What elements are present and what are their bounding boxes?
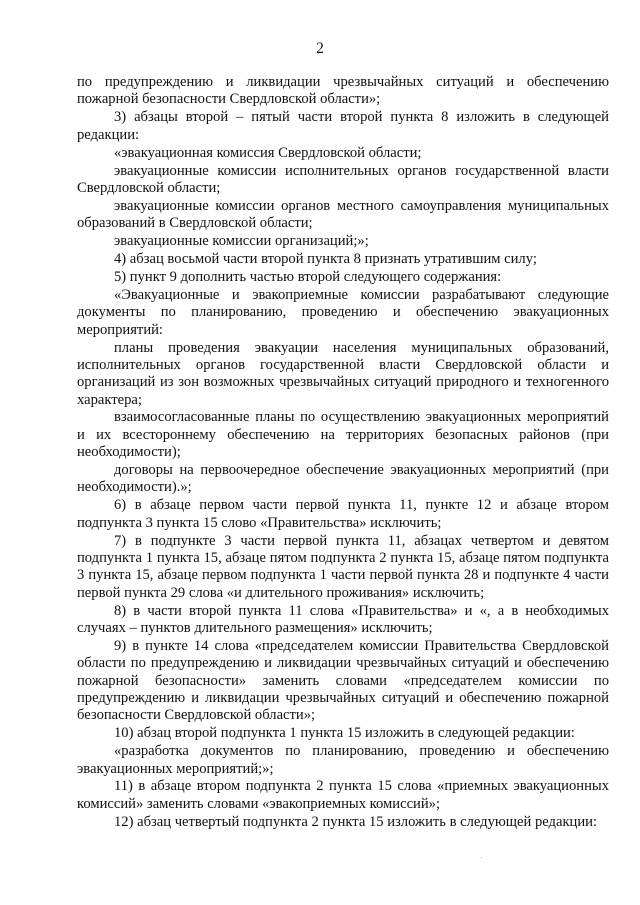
paragraph: планы проведения эвакуации населения муниципальных образований, исполнительных органов государственной власти Свердловской области и организаций из зон возможных чрезвычайных ситуаций природного и техногенного характера; xyxy=(77,339,609,408)
document-body xyxy=(77,74,609,831)
paragraph-quote-start: «разработка документов по планированию, проведению и обеспечению эвакуационных мероприятий;»; xyxy=(77,743,609,777)
page-number: 2 xyxy=(316,40,324,57)
paragraph-item-11: 11) в абзаце втором подпункта 2 пункта 15 слова «приемных эвакуационных комиссий» заменить словами «эвакоприемных комиссий»; xyxy=(77,778,609,812)
paragraph-item-10: 10) абзац второй подпункта 1 пункта 15 изложить в следующей редакции: xyxy=(114,725,575,742)
paragraph-continuation: по предупреждению и ликвидации чрезвычайных ситуаций и обеспечению пожарной безопасности Свердловской области»; xyxy=(77,74,609,108)
paragraph-item-8: 8) в части второй пункта 11 слова «Правительства» и «, а в необходимых случаях – пунктов длительного размещения» исключить; xyxy=(77,602,609,636)
scan-speck xyxy=(481,857,482,858)
paragraph: эвакуационные комиссии органов местного самоуправления муниципальных образований в Свердловской области; xyxy=(77,197,609,232)
paragraph-item-5: 5) пункт 9 дополнить частью второй следующего содержания: xyxy=(114,268,502,285)
paragraph-item-6: 6) в абзаце первом части первой пункта 11, пункте 12 и абзаце втором подпункта 3 пункта 15 слово «Правительства» исключить; xyxy=(77,497,609,531)
paragraph-item-4: 4) абзац восьмой части второй пункта 8 признать утратившим силу; xyxy=(114,251,537,267)
paragraph-item-3: 3) абзацы второй – пятый части второй пункта 8 изложить в следующей редакции: xyxy=(77,109,609,143)
paragraph-quote-start: «эвакуационная комиссия Свердловской области; xyxy=(114,144,422,161)
paragraph: эвакуационные комиссии организаций;»; xyxy=(114,233,369,250)
paragraph-item-12: 12) абзац четвертый подпункта 2 пункта 15 изложить в следующей редакции: xyxy=(114,813,598,830)
paragraph-item-9: 9) в пункте 14 слова «председателем комиссии Правительства Свердловской области по предупреждению и ликвидации чрезвычайных ситуаций и обеспечению пожарной безопасности» заменить словами «председателем комиссии по предупреждению и ликвидации чрезвычайных ситуаций и обеспечению пожарной безопасности Свердловской области»; xyxy=(77,637,609,724)
paragraph-quote-start: «Эвакуационные и эвакоприемные комиссии разрабатывают следующие документы по планированию, проведению и обеспечению эвакуационных мероприятий: xyxy=(77,286,609,338)
paragraph: взаимосогласованные планы по осуществлению эвакуационных мероприятий и их всестороннему обеспечению на территориях безопасных районов (при необходимости); xyxy=(77,409,609,461)
paragraph: договоры на первоочередное обеспечение эвакуационных мероприятий (при необходимости).»; xyxy=(77,462,609,496)
paragraph-item-7: 7) в подпункте 3 части первой пункта 11, абзацах четвертом и девятом подпункта 1 пункта 15, абзаце пятом подпункта 2 пункта 15, абзаце пятом подпункта 3 пункта 15, абзаце первом подпункта 1 части первой пункта 28 и подпункте 4 части первой пункта 29 слова «и длительного проживания» исключить; xyxy=(77,532,609,601)
paragraph: эвакуационные комиссии исполнительных органов государственной власти Свердловской области; xyxy=(77,162,609,196)
